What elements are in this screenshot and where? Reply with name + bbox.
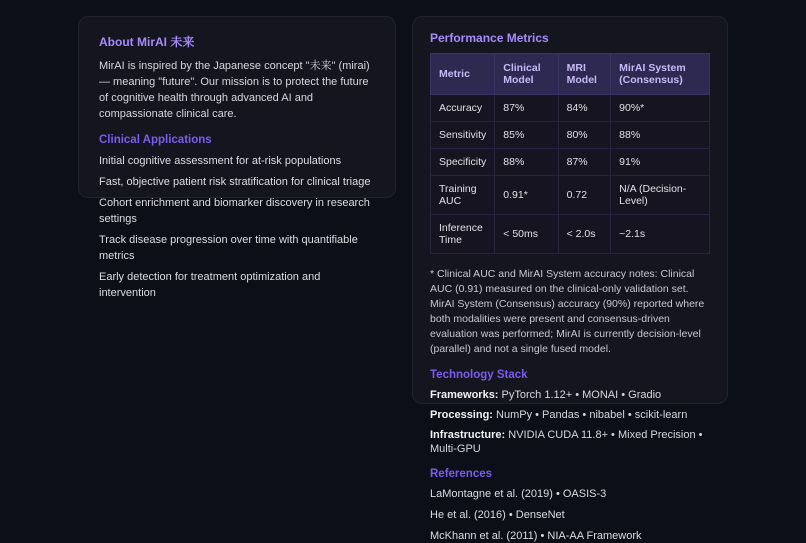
clinical-applications-list xyxy=(99,153,375,301)
list-item: Fast, objective patient risk stratification for clinical triage xyxy=(99,176,371,188)
cell-value: 88% xyxy=(495,149,558,176)
cell-value: 0.72 xyxy=(558,176,611,215)
clinical-applications-heading: Clinical Applications xyxy=(99,134,212,146)
reference-item: LaMontagne et al. (2019) • OASIS-3 xyxy=(430,488,607,500)
performance-title: Performance Metrics xyxy=(430,31,549,45)
about-panel xyxy=(78,16,396,299)
table-row xyxy=(431,176,710,215)
cell-value: ~2.1s xyxy=(611,215,710,254)
performance-metrics-table xyxy=(430,53,710,254)
about-title: About MirAI 未来 xyxy=(99,35,195,49)
table-row xyxy=(431,149,710,176)
cell-value: 80% xyxy=(558,122,611,149)
cell-metric: Training AUC xyxy=(431,176,495,215)
column-header-metric: Metric xyxy=(431,54,495,95)
cell-value: 87% xyxy=(495,95,558,122)
cell-metric: Specificity xyxy=(431,149,495,176)
cell-value: < 50ms xyxy=(495,215,558,254)
list-item: Initial cognitive assessment for at-risk populations xyxy=(99,155,342,167)
table-row xyxy=(431,122,710,149)
reference-item: McKhann et al. (2011) • NIA-AA Framework xyxy=(430,530,642,542)
cell-value: 91% xyxy=(611,149,710,176)
list-item: Track disease progression over time with quantifiable metrics xyxy=(99,234,358,262)
stack-value: NumPy • Pandas • nibabel • scikit-learn xyxy=(492,409,688,421)
cell-metric: Inference Time xyxy=(431,215,495,254)
table-row xyxy=(431,215,710,254)
column-header-clinical-model: Clinical Model xyxy=(495,54,558,95)
performance-panel xyxy=(412,16,728,542)
stack-label: Processing: xyxy=(430,409,493,421)
cell-value: 84% xyxy=(558,95,611,122)
about-description: MirAI is inspired by the Japanese concept "未来" (mirai) — meaning "future". Our mission is to protect the future of cognitive health through advanced AI and compassionate clinical care. xyxy=(99,60,370,120)
cell-metric: Accuracy xyxy=(431,95,495,122)
column-header-mirai-system: MirAI System (Consensus) xyxy=(611,54,710,95)
stack-label: Infrastructure: xyxy=(430,429,506,441)
references-list xyxy=(430,487,710,543)
column-header-mri-model: MRI Model xyxy=(558,54,611,95)
list-item: Early detection for treatment optimization and intervention xyxy=(99,271,321,299)
references-heading: References xyxy=(430,468,493,480)
cell-value: N/A (Decision-Level) xyxy=(611,176,710,215)
cell-value: 0.91* xyxy=(495,176,558,215)
table-footnote: * Clinical AUC and MirAI System accuracy notes: Clinical AUC (0.91) measured on the clinical-only validation set. MirAI System (Consensus) accuracy (90%) reported where both modalities were present and consensus-driven evaluation was performed; MirAI is currently decision-level (parallel) and not a single fused model. xyxy=(430,268,705,355)
reference-item: He et al. (2016) • DenseNet xyxy=(430,509,565,521)
stack-line-frameworks xyxy=(430,388,710,402)
cell-metric: Sensitivity xyxy=(431,122,495,149)
stack-value: NVIDIA CUDA 11.8+ • Mixed Precision • Multi-GPU xyxy=(430,429,703,455)
cell-value: < 2.0s xyxy=(558,215,611,254)
cell-value: 88% xyxy=(611,122,710,149)
stack-line-processing xyxy=(430,408,710,422)
list-item: Cohort enrichment and biomarker discovery in research settings xyxy=(99,197,370,225)
stack-label: Frameworks: xyxy=(430,389,499,401)
cell-value: 85% xyxy=(495,122,558,149)
stack-line-infrastructure xyxy=(430,428,710,456)
table-header-row xyxy=(431,54,710,95)
technology-stack-heading: Technology Stack xyxy=(430,369,528,381)
table-row xyxy=(431,95,710,122)
cell-value: 87% xyxy=(558,149,611,176)
cell-value: 90%* xyxy=(611,95,710,122)
stack-value: PyTorch 1.12+ • MONAI • Gradio xyxy=(498,389,662,401)
